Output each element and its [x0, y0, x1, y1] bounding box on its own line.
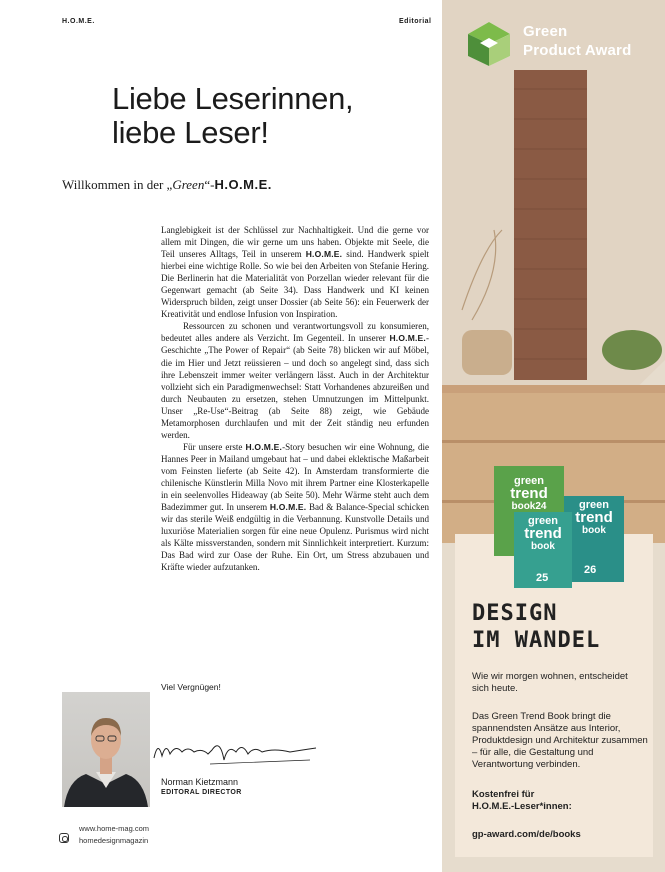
magazine-brand: H.O.M.E. [62, 18, 95, 25]
ad-description: Das Green Trend Book bringt die spannendsten Ansätze aus Interior, Produktdesign und Architektur zusammen – für alle, die Gestaltung und Verantwortung verbinden. [472, 711, 648, 770]
signature-graphic [150, 730, 320, 770]
award-title [523, 22, 631, 60]
brand-mention: H.O.M.E. [269, 502, 307, 513]
book-26-l2: trend [575, 509, 613, 526]
ad-headline [472, 600, 600, 654]
welcome-brand: H.O.M.E. [214, 177, 272, 192]
book-26-number: 26 [584, 564, 597, 576]
title-line-1: Liebe Leserinnen, [112, 81, 354, 116]
instagram-icon [59, 833, 69, 843]
book-25-l2: trend [524, 525, 562, 542]
book-25-number: 25 [536, 572, 549, 584]
paragraph-2: Ressourcen zu schonen und verantwortungsvoll zu konsumieren, bedeutet alles andere als Verzicht. Im Gegenteil. In unserer H.O.M.E.-Geschichte „The Power of Repair“ (ab Seite 78) blicken wir auf Möbel, die im Hier und Jetzt reüssieren – und doch so angelegt sind, dass sich ihre Lebenszeit immer weiter verlängern lässt. Auch in der Architektur vollzieht sich ein Paradigmenwechsel: Statt Vorhandenes abzureißen und durch Neubauten zu ersetzen, stehen Umnutzungen im Mittelpunkt. Unser „Re-Use“-Beitrag (ab Seite 88) zeigt, wie Gebäude Metamorphosen durchlaufen und mit der Zeit ständig neu erfunden werden. [161, 321, 429, 440]
green-product-award-icon [466, 20, 512, 68]
brand-mention: H.O.M.E. [305, 249, 343, 260]
book-26-l3: book [582, 525, 606, 536]
welcome-line [62, 177, 272, 193]
author-photo [62, 692, 150, 807]
brand-mention: H.O.M.E. [245, 441, 283, 452]
book-25-l1: green [528, 515, 558, 527]
award-line-2: Product Award [523, 42, 632, 59]
book-26-l1: green [579, 499, 609, 511]
ad-headline-line-1: DESIGN [472, 601, 558, 626]
author-name: Norman Kietzmann [161, 777, 239, 787]
ad-free-offer [472, 789, 572, 813]
instagram-handle[interactable]: homedesignmagazin [79, 836, 149, 845]
closing-line: Viel Vergnügen! [161, 682, 221, 692]
website-link[interactable]: www.home-mag.com [79, 824, 150, 833]
editorial-body [161, 224, 429, 573]
book-24-l1: green [514, 475, 544, 487]
welcome-green: Green [172, 177, 205, 192]
brand-mention: H.O.M.E. [389, 333, 426, 344]
award-line-1: Green [523, 23, 568, 40]
ad-free-line-2: H.O.M.E.-Leser*innen: [472, 801, 572, 812]
book-24-l3: book24 [511, 501, 547, 512]
book-24-l2: trend [510, 485, 548, 502]
author-role: EDITORAL DIRECTOR [161, 789, 242, 796]
section-label: Editorial [399, 18, 432, 25]
page-title [112, 82, 353, 150]
paragraph-3: Für unsere erste H.O.M.E.-Story besuchen wir eine Wohnung, die Hannes Peer in Mailand umgebaut hat – und dabei eklektische Maßarbeit vom Feinsten lieferte (ab Seite 42). In Amsterdam transformierte die chilenische Künstlerin Milla Novo mit ihrem Partner eine Klosterkapelle in ein seelenvolles Hideaway (ab Seite 50). Mehr Wärme steht auch dem Badezimmer gut. In unserem H.O.M.E. Bad & Balance-Special schicken wir das sterile Weiß endgültig in die Verbannung. Kunstvolle Details und luxuriöse Materialien sorgen für eine neue Opulenz. Purismus wird nicht als Kälte missverstanden, sondern mit Sinnlichkeit interpretiert. Kurzum: Das Bad wird zur Oase der Ruhe. Ein Ort, um Stress abzubauen und Kräfte wieder aufzutanken. [161, 441, 429, 573]
welcome-prefix: Willkommen in der „ [62, 177, 173, 192]
book-cover-25 [514, 512, 572, 588]
paragraph-1: Langlebigkeit ist der Schlüssel zur Nachhaltigkeit. Und die gerne vor allem mit Dingen, die wir gerne um uns haben. Objekte mit Seele, die Teil unseres Alltags, Teil in unserem H.O.M.E. sind. Handwerk spielt hierbei eine wichtige Rolle. So wie bei den Arbeiten von Stefanie Hering. Die Berlinerin hat die Materialität von Porzellan wieder relevant für die Gegenwart gemacht (ab Seite 34). Dass Handwerk und KI keinen Widerspruch bilden, zeigt unser Dossier (ab Seite 56): ein Feuerwerk der Kreativität und endlose Infusion von Inspiration. [161, 225, 429, 320]
welcome-mid: “- [204, 177, 215, 192]
ad-headline-line-2: IM WANDEL [472, 628, 601, 653]
ad-free-line-1: Kostenfrei für [472, 789, 535, 800]
book-cover-26 [564, 496, 624, 582]
title-line-2: liebe Leser! [112, 115, 269, 150]
book-25-l3: book [531, 541, 555, 552]
ad-subline: Wie wir morgen wohnen, entscheidet sich heute. [472, 671, 628, 694]
ad-url-link[interactable]: gp-award.com/de/books [472, 829, 581, 840]
